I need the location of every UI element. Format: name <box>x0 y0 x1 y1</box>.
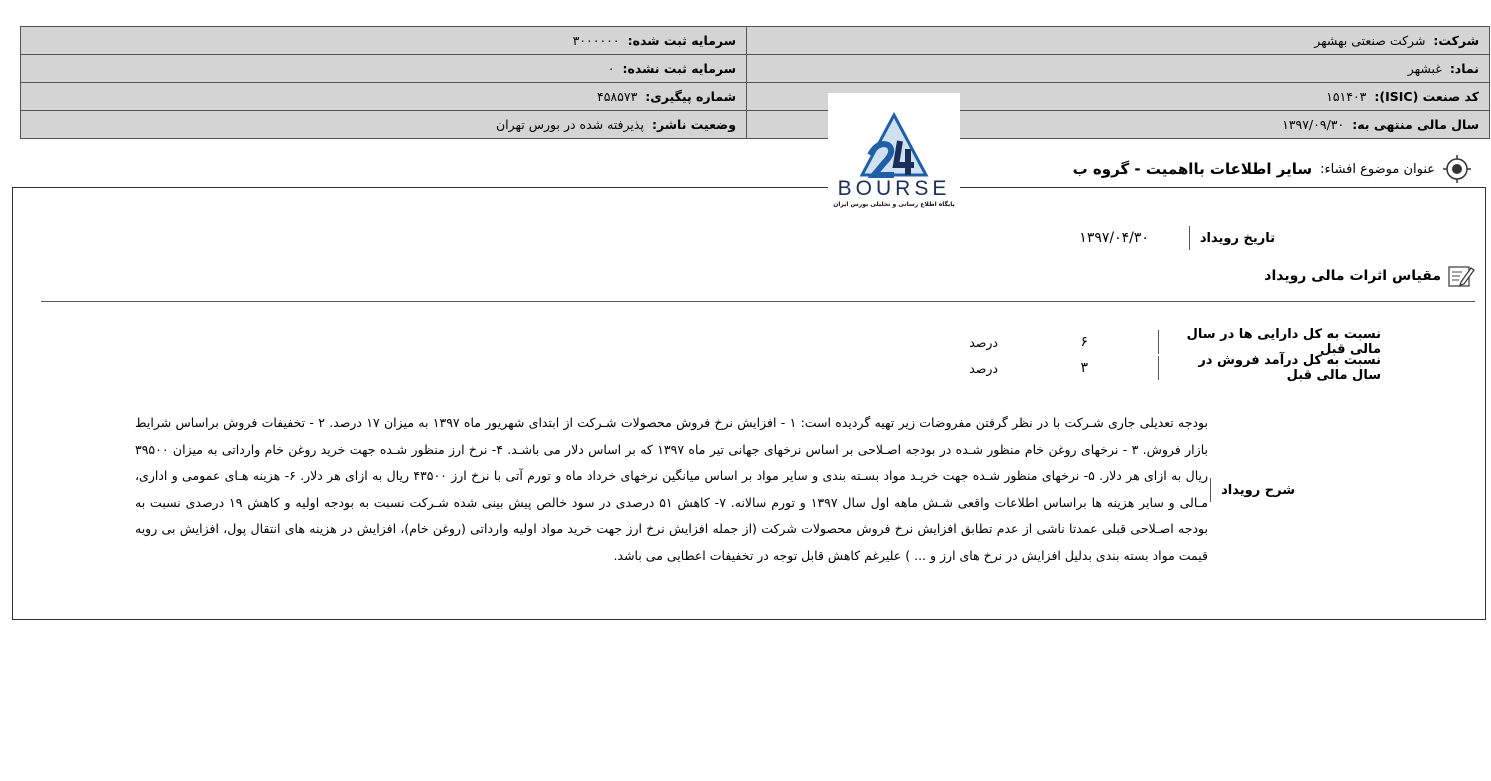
event-description-text: بودجه تعدیلی جاری شـرکت با در نظر گرفتن مفروضات زیر تهیه گردیده است: ۱ - افزایش نرخ فروش محصولات شـرکت از ابتدای شهریور ماه ۱۳۹۷ به میزان ۱۷ درصد. ۲ - تخفیفات فروش براساس شرایط بازار فروش. ۳ - نرخهای روغن خام منظور شـده در بودجه اصـلاحی بر اساس نرخهای جهانی تیر ماه ۱۳۹۷ که بر اساس دلار می باشـد. ۴- نرخ ارز منظور شـده جهت خرید روغن خام وارداتی به میزان ۳۹۵۰۰ ریال به ازای هر دلار. ۵- نرخهای منظور شـده جهت خریـد مواد بسـته بندی و سایر مواد بر اساس میانگین نرخهای خرداد ماه و تورم آتی با نرخ ارز ۴۳۵۰۰ ریال به ازای هر دلار. ۶- هزینه هـای عمومی و اداری، مـالی و سایر هزینه ها براساس اطلاعات واقعی شـش ماهه اول سال ۱۳۹۷ و تورم سالانه. ۷- کاهش ۵۱ درصدی در سود خالص پیش بینی شده شـرکت نسبت به بودجه اولیه و کاهش ۱۹ درصدی نسبت به بودجه اصـلاحی قبلی عمدتا ناشی از عدم تطابق افزایش نرخ فروش محصولات شرکت (از جمله افزایش نرخ ارز جهت خرید مواد اولیه وارداتی (روغن خام)، افزایش در هزینه های انتقال پول، افزایش بی رویه قیمت مواد بسته بندی بدلیل افزایش در نرخ های ارز و ... ) علیرغم کاهش قابل توجه در تخفیفات اعطایی می باشد. <box>135 415 1209 563</box>
bourse-logo <box>828 93 960 218</box>
capital-unregistered-cell <box>21 55 747 83</box>
capital-unregistered-label: سرمایه ثبت نشده: <box>622 61 736 76</box>
symbol-label: نماد: <box>1449 61 1479 76</box>
financial-effects-title <box>1264 264 1475 288</box>
event-description-label: شرح رویداد <box>1210 478 1295 502</box>
ratio-sales-value: ۳ <box>1080 360 1088 376</box>
tracking-value: ۴۵۸۵۷۳ <box>597 89 638 104</box>
financial-effects-label: مقیاس اثرات مالی رویداد <box>1264 268 1441 284</box>
symbol-cell <box>747 55 1490 83</box>
ratio-assets-row <box>969 327 1381 357</box>
subject-label: عنوان موضوع افشاء: <box>1320 161 1435 177</box>
ratio-assets-label: نسبت به کل دارایی ها در سال مالی قبل <box>1158 330 1381 354</box>
publisher-status-value: پذیرفته شده در بورس تهران <box>495 117 644 132</box>
isic-value: ۱۵۱۴۰۳ <box>1326 89 1367 104</box>
logo-brand: BOURSE <box>837 177 951 200</box>
capital-registered-value: ۳۰۰۰۰۰۰ <box>572 33 620 48</box>
event-date-row <box>1079 226 1275 250</box>
symbol-value: غبشهر <box>1407 61 1442 76</box>
ratio-sales-row <box>969 353 1381 383</box>
tracking-label: شماره پیگیری: <box>645 89 736 104</box>
ratio-assets-unit: درصد <box>969 334 998 350</box>
fiscal-year-value: ۱۳۹۷/۰۹/۳۰ <box>1282 117 1345 132</box>
event-date-value: ۱۳۹۷/۰۴/۳۰ <box>1079 230 1149 246</box>
capital-registered-label: سرمایه ثبت شده: <box>627 33 736 48</box>
company-info-table <box>20 26 1490 139</box>
subject-value: سایر اطلاعات بااهمیت - گروه ب <box>1072 160 1313 178</box>
edit-document-icon <box>1447 264 1475 288</box>
capital-registered-cell <box>21 27 747 55</box>
ratio-sales-label: نسبت به کل درآمد فروش در سال مالی قبل <box>1158 356 1381 380</box>
company-cell <box>747 27 1490 55</box>
publisher-status-label: وضعیت ناشر: <box>651 117 736 132</box>
isic-label: کد صنعت (ISIC): <box>1374 89 1479 104</box>
event-panel <box>12 187 1486 620</box>
logo-tagline: پایگاه اطلاع رسانی و تحلیلی بورس ایران <box>833 201 955 208</box>
event-date-label: تاریخ رویداد <box>1189 226 1275 250</box>
section-divider <box>41 301 1475 302</box>
company-label: شرکت: <box>1433 33 1479 48</box>
target-icon <box>1443 155 1471 183</box>
disclosure-subject <box>1073 150 1471 188</box>
company-value: شرکت صنعتی بهشهر <box>1314 33 1426 48</box>
ratio-sales-unit: درصد <box>969 360 998 376</box>
fiscal-year-label: سال مالی منتهی به: <box>1352 117 1479 132</box>
ratio-assets-value: ۶ <box>1080 334 1088 350</box>
publisher-status-cell <box>21 111 747 139</box>
capital-unregistered-value: ۰ <box>607 61 615 76</box>
tracking-cell <box>21 83 747 111</box>
